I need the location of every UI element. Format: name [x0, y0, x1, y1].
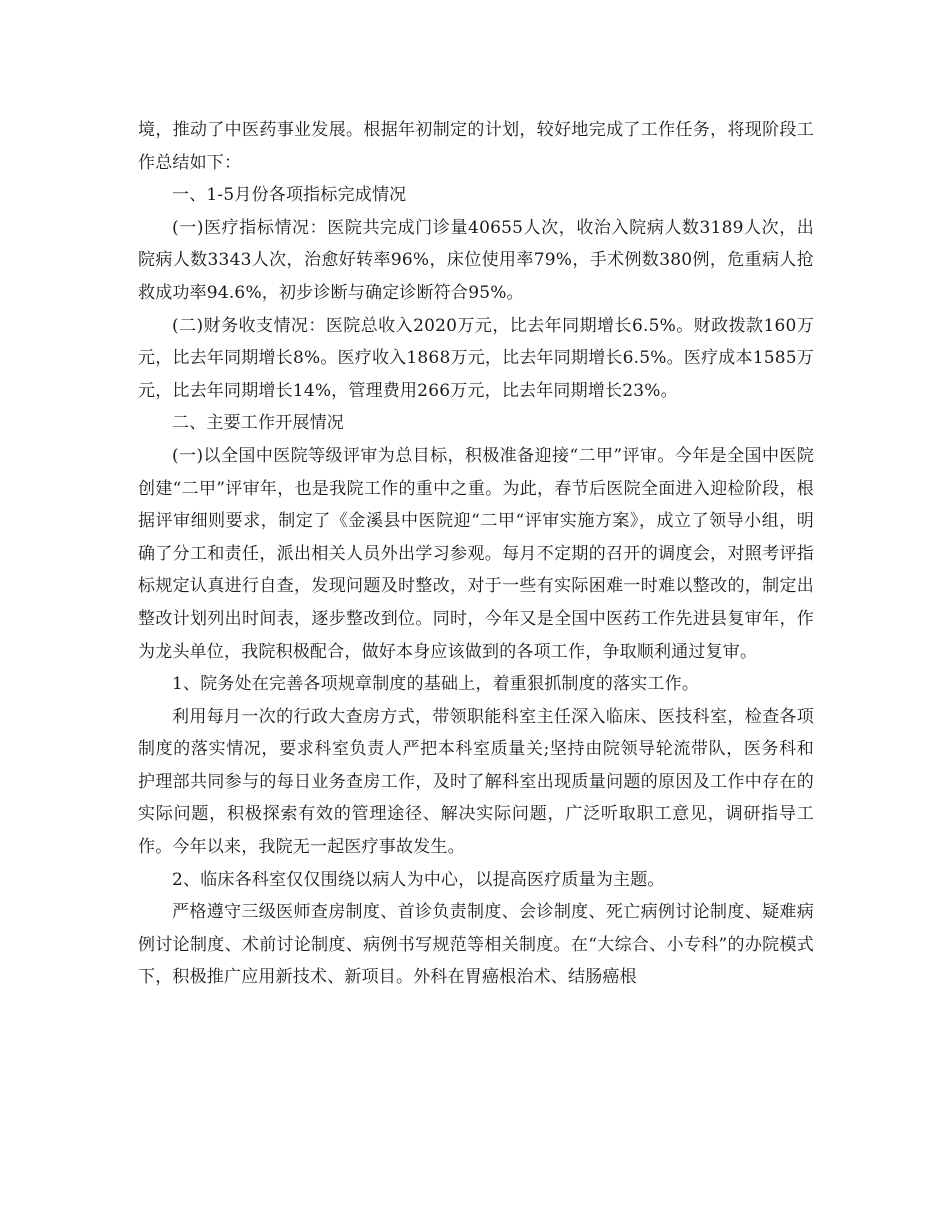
paragraph-continuation: 境，推动了中医药事业发展。根据年初制定的计划，较好地完成了工作任务，将现阶段工作总结如下： — [138, 120, 814, 173]
section-heading-indicators: 一、1-5月份各项指标完成情况 — [172, 185, 407, 206]
subheading-rules: 1、院务处在完善各项规章制度的基础上，着重狠抓制度的落实工作。 — [172, 674, 700, 695]
paragraph-clinical-rules: 严格遵守三级医师查房制度、首诊负责制度、会诊制度、死亡病例讨论制度、疑难病例讨论制度、术前讨论制度、病例书写规范等相关制度。在“大综合、小专科”的办院模式下，积极推广应用新技术、新项目。外科在胃癌根治术、结肠癌根 — [138, 902, 814, 988]
paragraph-medical-indicators: (一)医疗指标情况：医院共完成门诊量40655人次，收治入院病人数3189人次，出院病人数3343人次，治愈好转率96%，床位使用率79%，手术例数380例，危重病人抢救成功率94.6%，初步诊断与确定诊断符合95%。 — [138, 217, 814, 303]
paragraph-financial: (二)财务收支情况：医院总收入2020万元，比去年同期增长6.5%。财政拨款160万元，比去年同期增长8%。医疗收入1868万元，比去年同期增长6.5%。医疗成本1585万元，比去年同期增长14%，管理费用266万元，比去年同期增长23%。 — [138, 315, 814, 401]
section-heading-main-work: 二、主要工作开展情况 — [172, 413, 344, 434]
document-page — [138, 114, 814, 994]
paragraph-evaluation: (一)以全国中医院等级评审为总目标，积极准备迎接“二甲”评审。今年是全国中医院创建“二甲”评审年，也是我院工作的重中之重。为此，春节后医院全面进入迎检阶段，根据评审细则要求，制定了《金溪县中医院迎“二甲“评审实施方案》，成立了领导小组，明确了分工和责任，派出相关人员外出学习参观。每月不定期的召开的调度会，对照考评指标规定认真进行自查，发现问题及时整改，对于一些有实际困难一时难以整改的，制定出整改计划列出时间表，逐步整改到位。同时，今年又是全国中医药工作先进县复审年，作为龙头单位，我院积极配合，做好本身应该做到的各项工作，争取顺利通过复审。 — [138, 445, 814, 662]
paragraph-ward-rounds: 利用每月一次的行政大查房方式，带领职能科室主任深入临床、医技科室，检查各项制度的落实情况，要求科室负责人严把本科室质量关;坚持由院领导轮流带队，医务科和护理部共同参与的每日业务查房工作，及时了解科室出现质量问题的原因及工作中存在的实际问题，积极探索有效的管理途径、解决实际问题，广泛听取职工意见，调研指导工作。今年以来，我院无一起医疗事故发生。 — [138, 706, 814, 858]
subheading-clinical: 2、临床各科室仅仅围绕以病人为中心，以提高医疗质量为主题。 — [172, 869, 665, 890]
